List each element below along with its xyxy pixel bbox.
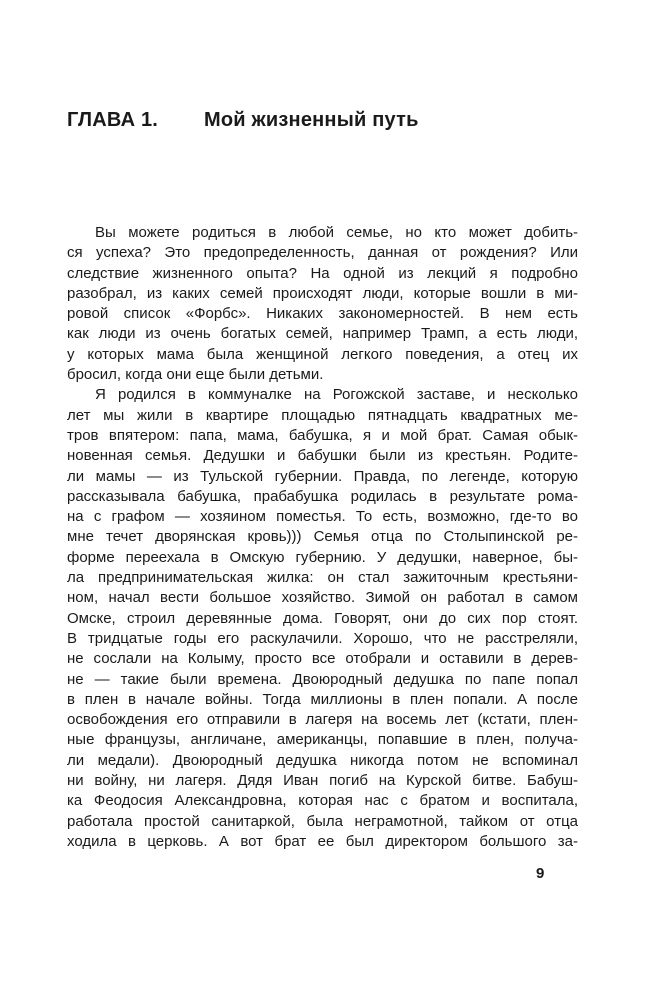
text-line: Омске, строил деревянные дома. Говорят, они до сих пор стоят. bbox=[67, 609, 578, 627]
body-text bbox=[67, 223, 578, 852]
chapter-heading bbox=[67, 109, 419, 132]
text-line: ся успеха? Это предопределенность, данная от рождения? Или bbox=[67, 244, 578, 262]
chapter-label: ГЛАВА 1. bbox=[67, 109, 159, 131]
paragraph bbox=[67, 385, 578, 852]
text-line: ходила в церковь. А вот брат ее был директором большого за- bbox=[67, 832, 578, 850]
text-line: Вы можете родиться в любой семье, но кто может добить- bbox=[95, 224, 578, 241]
text-line: не сослали на Колыму, просто все отобрали и оставили в дерев- bbox=[67, 650, 578, 668]
text-line: бросил, когда они еще были детьми. bbox=[67, 366, 324, 384]
text-line: ном, начал вести большое хозяйство. Зимой он работал в самом bbox=[67, 589, 578, 607]
text-line: ли мамы — из Тульской губернии. Правда, по легенде, которую bbox=[67, 467, 578, 485]
text-line: ла предпринимательская жилка: он стал зажиточным крестьяни- bbox=[67, 569, 578, 587]
text-line: тров впятером: папа, мама, бабушка, я и мой брат. Самая обык- bbox=[67, 426, 578, 444]
text-line: как люди из очень богатых семей, например Трамп, а есть люди, bbox=[67, 325, 578, 343]
text-line: Я родился в коммуналке на Рогожской заставе, и несколько bbox=[95, 386, 578, 404]
text-line: ные французы, англичане, американцы, попавшие в плен, получа- bbox=[67, 731, 578, 749]
text-line: рассказывала бабушка, прабабушка родилась в результате рома- bbox=[67, 487, 578, 505]
text-line: работала простой санитаркой, была неграмотной, тайком от отца bbox=[67, 812, 578, 830]
text-line: ни войну, ни лагеря. Дядя Иван погиб на Курской битве. Бабуш- bbox=[67, 772, 578, 790]
paragraph bbox=[67, 223, 578, 385]
text-line: в плен в начале войны. Тогда миллионы в плен попали. А после bbox=[67, 690, 578, 708]
text-line: ка Феодосия Александровна, которая нас с братом и воспитала, bbox=[67, 792, 578, 810]
page-number: 9 bbox=[536, 865, 545, 882]
text-line: не — такие были времена. Двоюродный дедушка по папе попал bbox=[67, 670, 578, 688]
text-line: следствие жизненного опыта? На одной из лекций я подробно bbox=[67, 264, 578, 282]
text-line: форме переехала в Омскую губернию. У дедушки, наверное, бы- bbox=[67, 548, 578, 566]
text-line: В тридцатые годы его раскулачили. Хорошо, что не расстреляли, bbox=[67, 629, 578, 647]
text-line: освобождения его отправили в лагеря на восемь лет (кстати, плен- bbox=[67, 711, 578, 729]
chapter-title: Мой жизненный путь bbox=[204, 109, 419, 131]
text-line: мне течет дворянская кровь))) Семья отца по Столыпинской ре- bbox=[67, 528, 578, 546]
text-line: ровой список «Форбс». Никаких закономерностей. В нем есть bbox=[67, 305, 578, 323]
text-line: новенная семья. Дедушки и бабушки были из крестьян. Родите- bbox=[67, 447, 578, 465]
text-line: на с графом — хозяином поместья. То есть, возможно, где-то во bbox=[67, 508, 578, 526]
text-line: у которых мама была женщиной легкого поведения, а отец их bbox=[67, 345, 578, 363]
text-line: разобрал, из каких семей происходят люди, которые вошли в ми- bbox=[67, 284, 578, 302]
text-line: ли медали). Двоюродный дедушка никогда потом не вспоминал bbox=[67, 751, 578, 769]
text-line: лет мы жили в квартире площадью пятнадцать квадратных ме- bbox=[67, 406, 578, 424]
